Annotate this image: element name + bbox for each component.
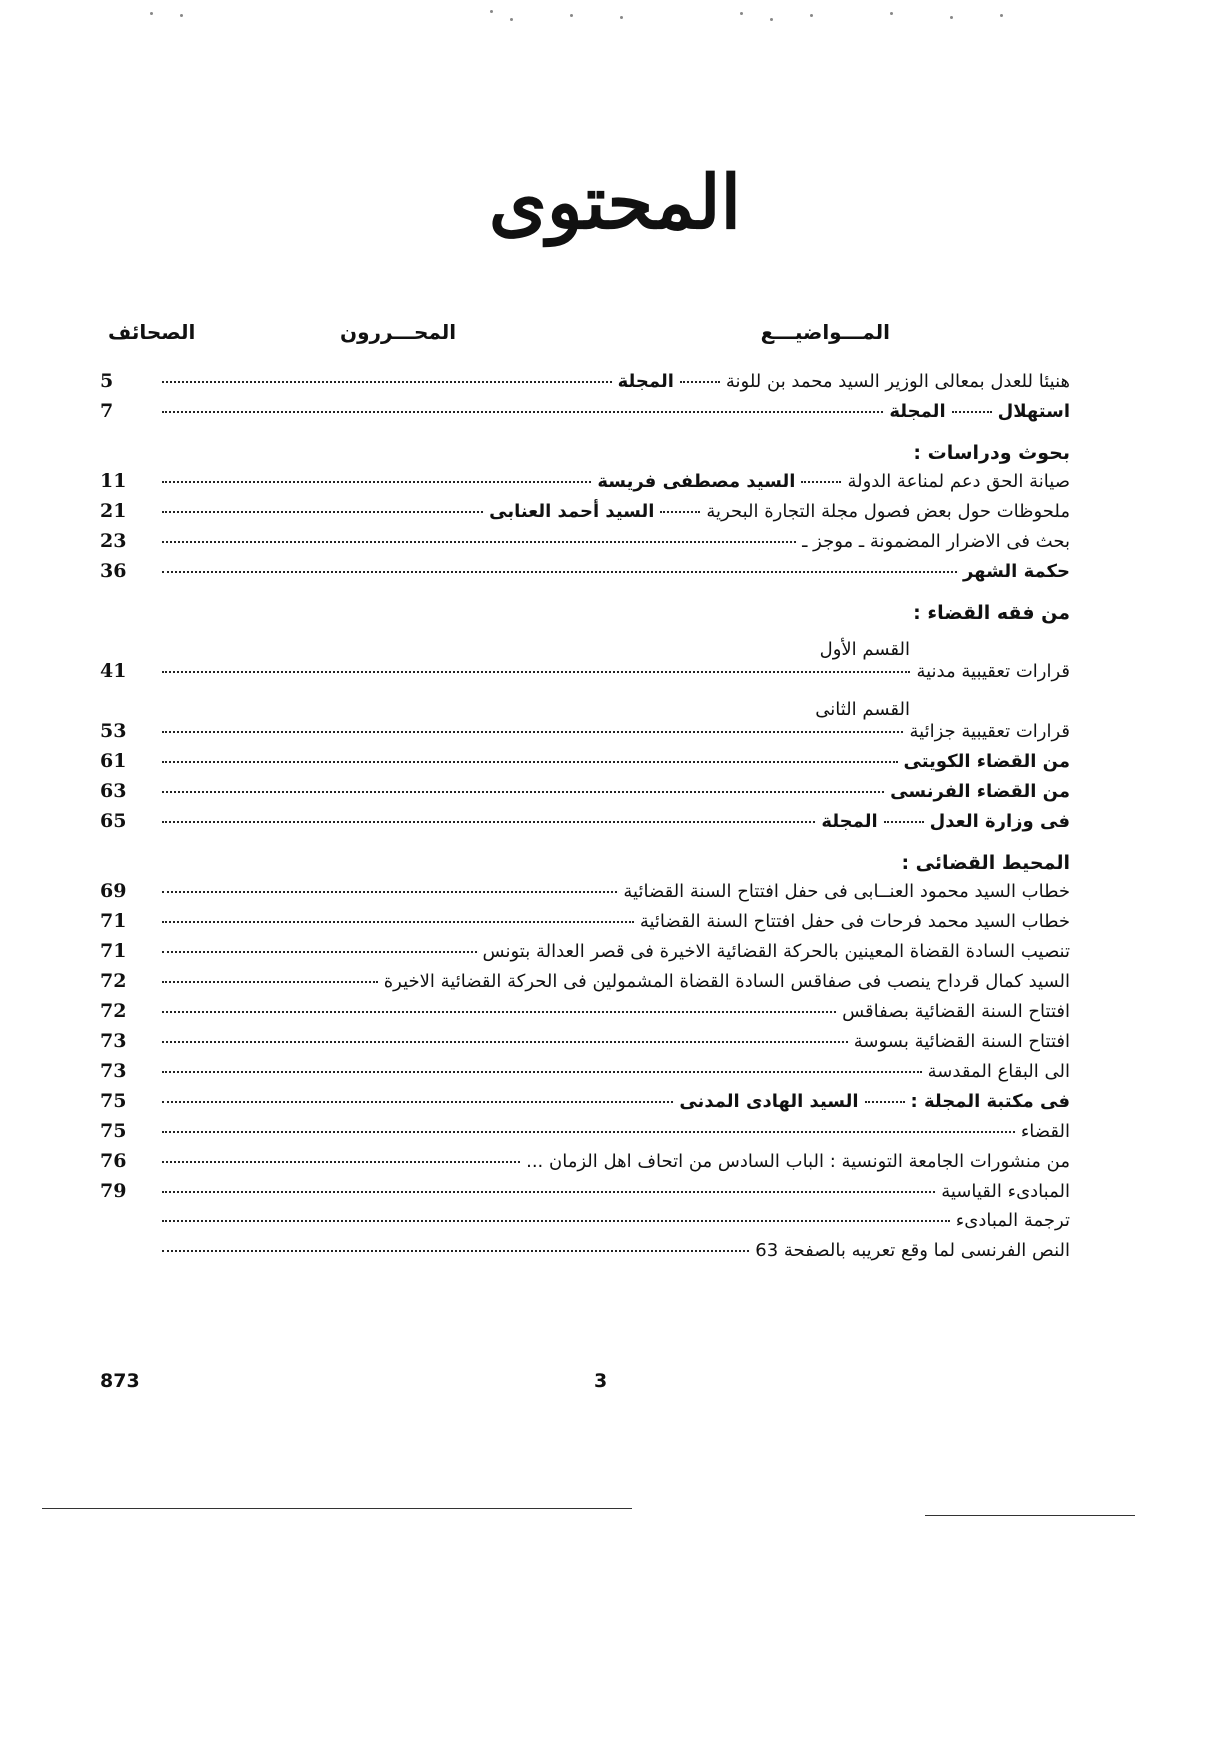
toc-entry-author: المجلة [889, 401, 946, 422]
leader-dots [162, 1249, 749, 1252]
toc-entry-content [156, 881, 1070, 902]
toc-entry [100, 1240, 1070, 1270]
toc-entry [100, 500, 1070, 530]
toc-entry-content [156, 781, 1070, 802]
leader-dots [162, 1010, 836, 1013]
toc-entry [100, 1030, 1070, 1060]
toc-entry [100, 880, 1070, 910]
toc-entry-title: فى وزارة العدل [929, 811, 1070, 832]
toc-entry-title: السيد كمال قرداح ينصب فى صفاقس السادة القضاة المشمولين فى الحركة القضائية الاخيرة [383, 971, 1070, 992]
toc-entry-content [156, 941, 1070, 962]
toc-page-number: 72 [100, 1000, 127, 1022]
toc-page-number: 11 [100, 470, 127, 492]
toc-page-number: 21 [100, 500, 127, 522]
toc-entry-author: السيد مصطفى فريسة [597, 471, 796, 492]
toc-entry-title: بحث فى الاضرار المضمونة ـ موجز ـ [802, 531, 1070, 552]
toc-entry-content [156, 1091, 1070, 1112]
toc-page-number: 75 [100, 1090, 127, 1112]
toc-page-number: 73 [100, 1030, 127, 1052]
toc-page-number: 72 [100, 970, 127, 992]
toc-entry [100, 1210, 1070, 1240]
toc-entry [100, 1180, 1070, 1210]
toc-entry [100, 400, 1070, 430]
toc-page-number: 71 [100, 940, 127, 962]
toc-entry [100, 660, 1070, 690]
header-topics: المـــواضيـــع [760, 320, 890, 344]
toc-page-number: 7 [100, 400, 114, 422]
toc-entry-title: فى مكتبة المجلة : [910, 1091, 1070, 1112]
leader-dots [162, 730, 903, 733]
toc-entry-content [156, 661, 1070, 682]
toc-entry-author: المجلة [617, 371, 674, 392]
section-heading: بحوث ودراسات : [913, 442, 1070, 464]
toc-page-number: 23 [100, 530, 127, 552]
leader-dots [680, 380, 720, 383]
divider-right [925, 1515, 1135, 1516]
leader-dots [162, 1130, 1015, 1133]
toc-page-number: 41 [100, 660, 127, 682]
toc-entry-title: القضاء [1020, 1121, 1070, 1142]
toc-entry-author: السيد أحمد العنابى [489, 501, 655, 522]
toc-entry [100, 470, 1070, 500]
toc-entry-title: تنصيب السادة القضاة المعينين بالحركة القضائية الاخيرة فى قصر العدالة بتونس [482, 941, 1070, 962]
leader-dots [162, 570, 957, 573]
leader-dots [162, 510, 483, 513]
toc-entry [100, 1150, 1070, 1180]
divider-left [42, 1508, 632, 1509]
leader-dots [801, 480, 841, 483]
leader-dots [162, 670, 910, 673]
leader-dots [865, 1100, 905, 1103]
toc-page-number: 73 [100, 1060, 127, 1082]
toc-entry-title: ترجمة المبادىء [955, 1210, 1070, 1231]
toc-entry-content [156, 911, 1070, 932]
toc-entry-title: خطاب السيد محمد فرحات فى حفل افتتاح السنة القضائية [639, 911, 1070, 932]
toc-page-number: 75 [100, 1120, 127, 1142]
toc-entry-title: النص الفرنسى لما وقع تعريبه بالصفحة 63 [755, 1240, 1070, 1261]
leader-dots [952, 410, 992, 413]
toc-entry-content [156, 1001, 1070, 1022]
footer-page-number: 3 [594, 1370, 608, 1392]
leader-dots [162, 790, 884, 793]
toc-entry-content [156, 1210, 1070, 1231]
toc-page-number: 65 [100, 810, 127, 832]
toc-entry [100, 750, 1070, 780]
toc-entry [100, 1090, 1070, 1120]
toc-entry-title: الى البقاع المقدسة [927, 1061, 1070, 1082]
leader-dots [162, 950, 477, 953]
toc-entry-content [156, 1031, 1070, 1052]
toc-page-number: 69 [100, 880, 127, 902]
header-authors: المحـــررون [340, 320, 457, 344]
toc-page-number: 63 [100, 780, 127, 802]
toc-entry-content [156, 1181, 1070, 1202]
toc-entry-content [156, 721, 1070, 742]
leader-dots [660, 510, 700, 513]
leader-dots [162, 1070, 922, 1073]
toc-entry-title: افتتاح السنة القضائية بصفاقس [842, 1001, 1070, 1022]
toc-entry-content [156, 531, 1070, 552]
toc-entry-title: حكمة الشهر [962, 561, 1070, 582]
section-heading: المحيط القضائى : [901, 852, 1070, 874]
toc-entry-content [156, 811, 1070, 832]
leader-dots [162, 890, 617, 893]
toc-entry-title: هنيئا للعدل بمعالى الوزير السيد محمد بن للونة [725, 371, 1070, 392]
table-of-contents [100, 370, 1070, 1270]
toc-entry-title: افتتاح السنة القضائية بسوسة [853, 1031, 1070, 1052]
scan-noise [150, 8, 1130, 28]
toc-entry [100, 370, 1070, 400]
toc-entry-content [156, 371, 1070, 392]
leader-dots [162, 540, 796, 543]
toc-entry [100, 910, 1070, 940]
toc-entry [100, 970, 1070, 1000]
toc-entry [100, 940, 1070, 970]
leader-dots [162, 1190, 935, 1193]
toc-page-number: 79 [100, 1180, 127, 1202]
toc-entry-content [156, 1240, 1070, 1261]
toc-page-number: 36 [100, 560, 127, 582]
toc-entry-title: صيانة الحق دعم لمناعة الدولة [847, 471, 1070, 492]
leader-dots [884, 820, 924, 823]
toc-entry-title: خطاب السيد محمود العنــابى فى حفل افتتاح السنة القضائية [623, 881, 1070, 902]
leader-dots [162, 980, 378, 983]
toc-entry-content [156, 1121, 1070, 1142]
toc-entry [100, 720, 1070, 750]
leader-dots [162, 410, 883, 413]
subsection-heading: القسم الثانى [815, 699, 910, 720]
toc-entry-content [156, 971, 1070, 992]
toc-entry-title: استهلال [997, 401, 1070, 422]
toc-entry-content [156, 751, 1070, 772]
toc-entry-title: المبادىء القياسية [941, 1181, 1070, 1202]
toc-entry-title: قرارات تعقيبية جزائية [909, 721, 1070, 742]
column-headers [0, 320, 1230, 360]
toc-entry-title: قرارات تعقيبية مدنية [916, 661, 1070, 682]
toc-entry [100, 810, 1070, 840]
leader-dots [162, 1100, 673, 1103]
toc-page-number: 76 [100, 1150, 127, 1172]
toc-entry-content [156, 561, 1070, 582]
leader-dots [162, 480, 591, 483]
toc-entry-title: من القضاء الكويتى [903, 751, 1070, 772]
page-title: المحتوى [488, 160, 742, 246]
toc-entry-content [156, 401, 1070, 422]
toc-entry-content [156, 1061, 1070, 1082]
toc-entry [100, 780, 1070, 810]
toc-entry-content [156, 501, 1070, 522]
toc-entry-author: السيد الهادى المدنى [679, 1091, 859, 1112]
toc-entry-content [156, 471, 1070, 492]
toc-entry [100, 560, 1070, 590]
toc-entry [100, 1120, 1070, 1150]
toc-entry-title: من القضاء الفرنسى [890, 781, 1070, 802]
leader-dots [162, 1219, 950, 1222]
toc-entry-title: ملحوظات حول بعض فصول مجلة التجارة البحرية [706, 501, 1070, 522]
section-heading: من فقه القضاء : [913, 602, 1070, 624]
leader-dots [162, 1040, 848, 1043]
toc-entry [100, 1060, 1070, 1090]
leader-dots [162, 820, 815, 823]
footer-left-number: 873 [100, 1370, 140, 1392]
toc-entry [100, 1000, 1070, 1030]
leader-dots [162, 1160, 520, 1163]
leader-dots [162, 760, 898, 763]
toc-entry [100, 530, 1070, 560]
leader-dots [162, 920, 634, 923]
header-pages: الصحائف [108, 320, 196, 344]
toc-page-number: 61 [100, 750, 127, 772]
toc-entry-title: من منشورات الجامعة التونسية : الباب السادس من اتحاف اهل الزمان ... [526, 1151, 1070, 1172]
toc-page-number: 5 [100, 370, 114, 392]
subsection-heading: القسم الأول [819, 639, 910, 660]
toc-page-number: 71 [100, 910, 127, 932]
leader-dots [162, 380, 612, 383]
toc-entry-content [156, 1151, 1070, 1172]
toc-entry-author: المجلة [821, 811, 878, 832]
toc-page-number: 53 [100, 720, 127, 742]
page-footer [0, 1370, 1230, 1400]
